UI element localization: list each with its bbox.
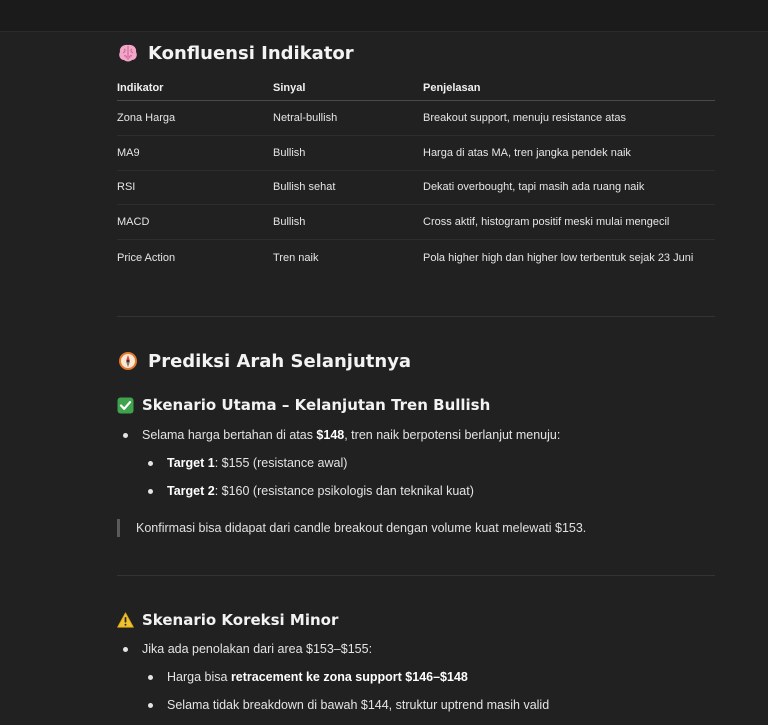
table-cell: Netral-bullish — [273, 111, 338, 124]
list-item — [117, 483, 715, 511]
list-item — [117, 427, 715, 455]
text: Jika ada penolakan dari area $153–$155: — [142, 642, 373, 656]
scenario-heading-utama — [117, 396, 490, 414]
table-cell: MA9 — [117, 146, 140, 159]
bullet — [148, 489, 153, 494]
text: Harga bisa — [167, 670, 231, 684]
table-cell: Tren naik — [273, 251, 319, 264]
list-item — [117, 641, 715, 669]
table-cell: Bullish sehat — [273, 181, 336, 194]
text: Selama harga bertahan di atas — [142, 428, 317, 442]
table-cell: Harga di atas MA, tren jangka pendek naik — [423, 146, 631, 159]
bold-text: Target 1 — [167, 456, 215, 470]
scenario-title: Skenario Utama – Kelanjutan Tren Bullish — [142, 396, 491, 414]
table-cell: Breakout support, menuju resistance atas — [423, 111, 627, 124]
text: Selama tidak breakdown di bawah $144, struktur uptrend masih valid — [167, 698, 550, 712]
table-cell: Zona Harga — [117, 111, 176, 124]
table-cell: Bullish — [273, 146, 306, 159]
table-header — [117, 75, 715, 101]
table-cell: Cross aktif, histogram positif meski mulai mengecil — [423, 216, 670, 229]
table-cell: Pola higher high dan higher low terbentuk sejak 23 Juni — [423, 251, 694, 264]
section-heading-konfluensi — [117, 42, 354, 64]
table-cell: MACD — [117, 216, 150, 229]
scenario-heading-koreksi — [117, 611, 338, 629]
scenario-title: Skenario Koreksi Minor — [142, 611, 339, 629]
bullet — [148, 703, 153, 708]
check-mark-icon — [117, 397, 134, 414]
table-cell: Dekati overbought, tapi masih ada ruang naik — [423, 181, 645, 194]
warning-icon — [117, 612, 134, 628]
table-row — [117, 205, 715, 240]
column-header-penjelasan: Penjelasan — [423, 81, 481, 94]
table-row — [117, 136, 715, 171]
column-header-indikator: Indikator — [117, 81, 164, 94]
scenario-koreksi-list — [117, 641, 715, 725]
bullet — [123, 647, 128, 652]
table-cell: Bullish — [273, 216, 306, 229]
table-cell: Price Action — [117, 251, 176, 264]
table-row — [117, 240, 715, 275]
table-cell: RSI — [117, 181, 136, 194]
section-title: Konfluensi Indikator — [148, 42, 354, 64]
compass-icon — [117, 350, 139, 372]
divider — [117, 316, 715, 317]
top-bar — [0, 0, 768, 32]
bold-text: Target 2 — [167, 484, 215, 498]
bullet — [148, 461, 153, 466]
bullet — [123, 433, 128, 438]
column-header-sinyal: Sinyal — [273, 81, 306, 94]
scenario-utama-list — [117, 427, 715, 511]
table-row — [117, 101, 715, 136]
text: : $160 (resistance psikologis dan teknikal kuat) — [214, 484, 474, 498]
blockquote: Konfirmasi bisa didapat dari candle breakout dengan volume kuat melewati $153. — [117, 519, 715, 537]
section-title: Prediksi Arah Selanjutnya — [148, 350, 412, 372]
divider — [117, 575, 715, 576]
bold-text: retracement ke zona support $146–$148 — [230, 670, 468, 684]
text: , tren naik berpotensi berlanjut menuju: — [344, 428, 561, 442]
section-heading-prediksi — [117, 350, 411, 372]
table-row — [117, 171, 715, 206]
list-item — [117, 455, 715, 483]
bold-text: $148 — [316, 428, 345, 442]
indicator-table — [117, 75, 715, 275]
text: : $155 (resistance awal) — [214, 456, 348, 470]
list-item — [117, 697, 715, 725]
bullet — [148, 675, 153, 680]
brain-icon — [117, 42, 139, 64]
list-item — [117, 669, 715, 697]
